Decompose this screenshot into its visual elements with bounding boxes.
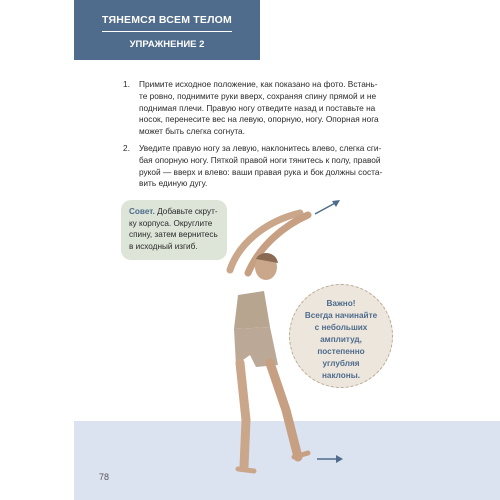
step-line: может быть слегка согнута. <box>139 126 245 137</box>
instruction-list <box>123 79 388 195</box>
step-line: рукой — вверх и влево: ваши правая рука и бок должны соста- <box>139 166 383 177</box>
section-title: ТЯНЕМСЯ ВСЕМ ТЕЛОМ <box>102 14 232 26</box>
step-number: 2. <box>123 142 130 153</box>
header-banner <box>74 0 260 60</box>
tip-label: Совет. <box>129 207 155 216</box>
step-line: поднимая плечи. Правую ногу отведите назад и поставьте на <box>139 102 376 113</box>
note-line: с небольших <box>314 323 368 332</box>
tip-line: в исходный изгиб. <box>129 242 198 252</box>
note-line: постепенно <box>317 347 365 356</box>
tip-line: ку корпуса. Округлите <box>129 218 213 228</box>
instruction-step <box>123 143 388 190</box>
note-line: углубляя <box>322 359 360 368</box>
header-divider <box>102 31 232 32</box>
step-number: 1. <box>123 79 130 89</box>
note-line: Всегда начинайте <box>304 311 378 320</box>
note-line: амплитуд, <box>320 335 362 344</box>
note-line: наклоны. <box>321 371 360 380</box>
instruction-step <box>123 79 388 138</box>
step-line: Уведите правую ногу за левую, наклонитесь влево, слегка сги- <box>139 142 382 153</box>
exercise-title: УПРАЖНЕНИЕ 2 <box>129 39 205 50</box>
arrow-right-icon <box>316 453 344 465</box>
tip-line: спину, затем вернитесь <box>129 230 218 240</box>
step-line: те ровно, поднимите руки вверх, сохраняя спину прямой и не <box>139 90 377 101</box>
tip-line: Добавьте скрут- <box>154 207 218 216</box>
important-note-circle <box>289 284 393 388</box>
step-line: вить единую дугу. <box>139 178 208 189</box>
note-line: Важно! <box>326 299 356 308</box>
page-number: 78 <box>99 472 110 482</box>
step-line: носок, перенесите вес на левую, опорную, ногу. Опорная нога <box>139 114 379 125</box>
important-note-text <box>290 298 392 382</box>
step-line: бая опорную ногу. Пяткой правой ноги тянитесь к полу, правой <box>139 154 381 165</box>
step-line: Примите исходное положение, как показано на фото. Встань- <box>139 79 378 89</box>
arrow-up-right-icon <box>313 196 343 218</box>
